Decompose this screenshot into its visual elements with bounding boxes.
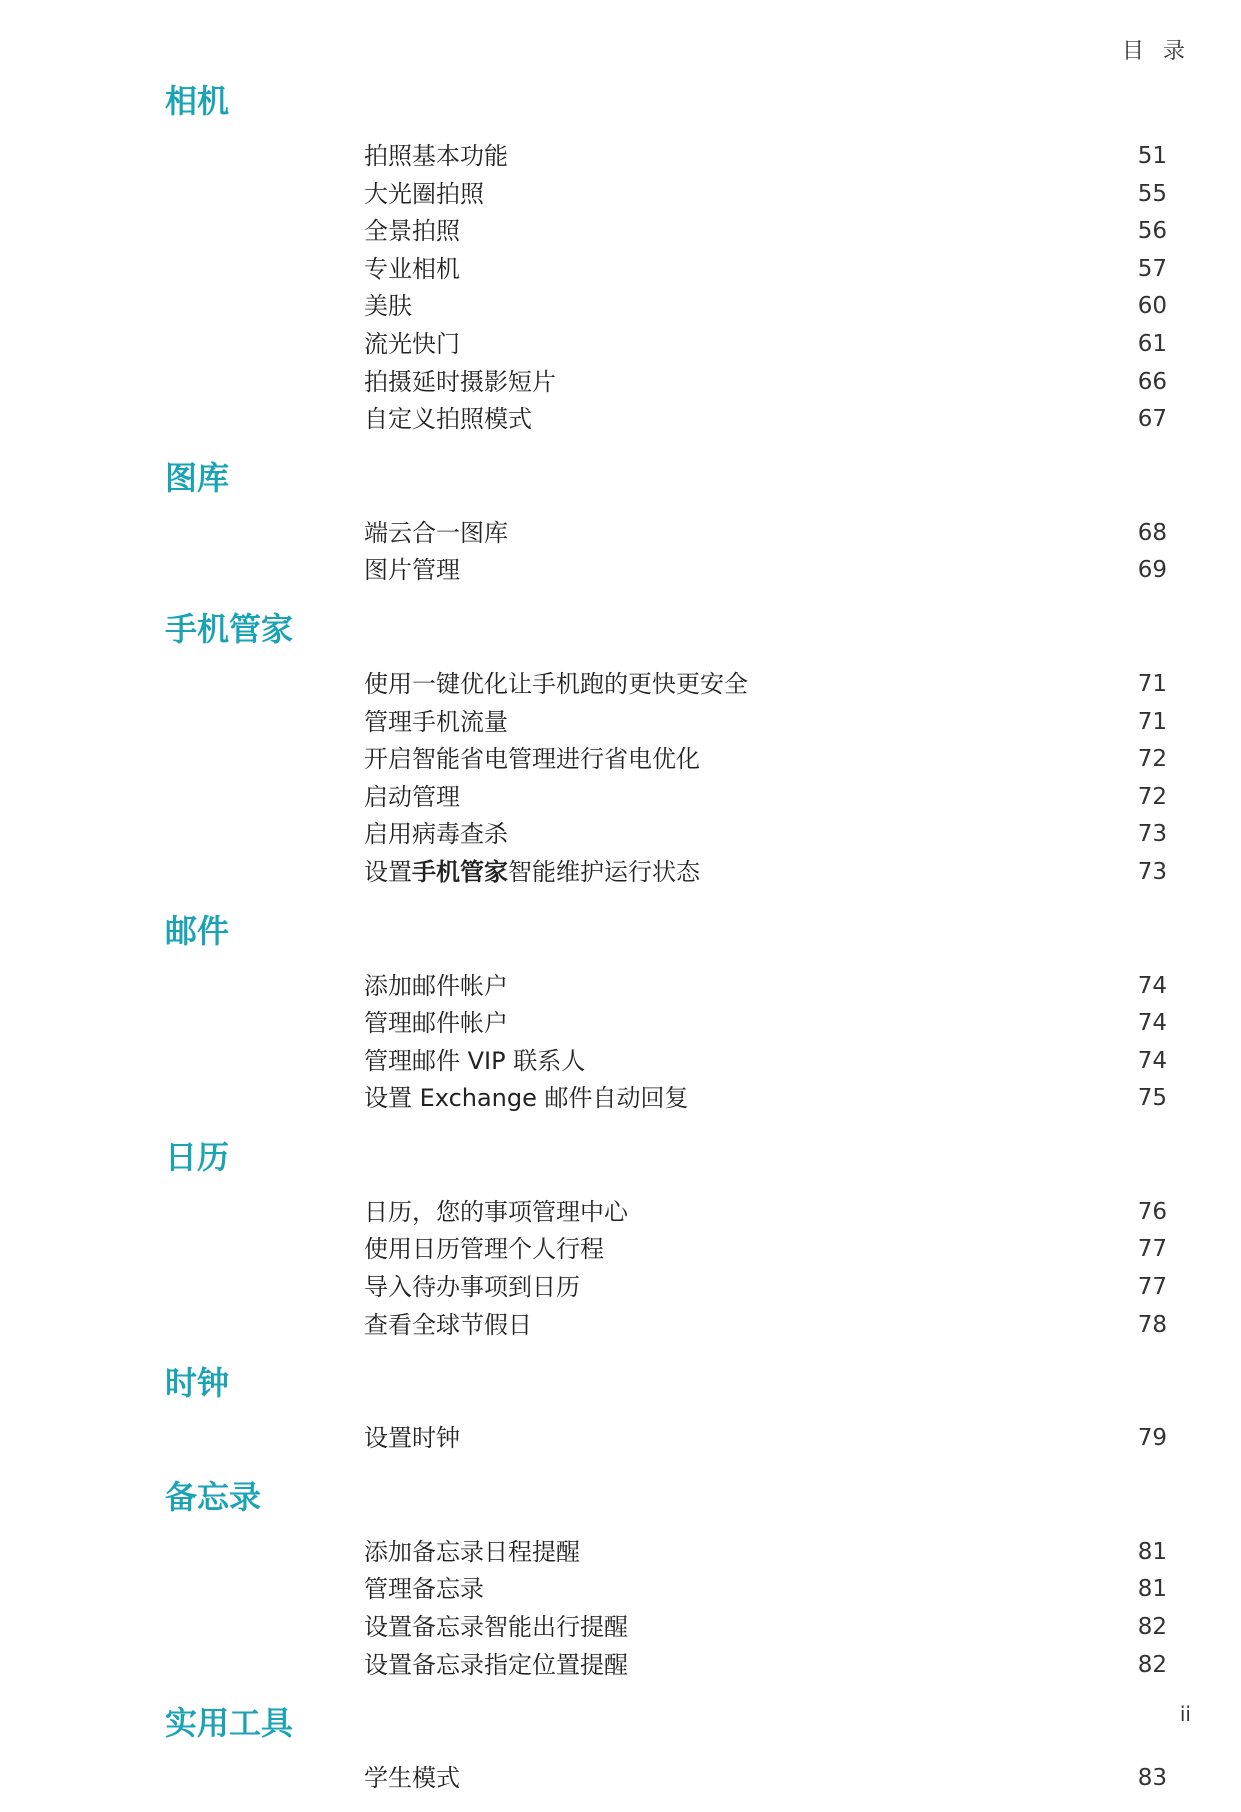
entry-title: 大光圈拍照 xyxy=(364,179,484,208)
entry-title-bold: 手机管家 xyxy=(412,857,508,886)
entry-title xyxy=(364,854,1107,892)
entry-page-number: 51 xyxy=(1137,143,1167,169)
entry-page-number: 73 xyxy=(1137,821,1167,848)
toc-entry[interactable] xyxy=(364,401,1167,439)
entry-page-number: 57 xyxy=(1137,255,1167,282)
entry-title: 导入待办事项到日历 xyxy=(364,1273,580,1302)
toc-entry[interactable] xyxy=(364,1194,1167,1232)
entry-title: 流光快门 xyxy=(364,329,460,358)
entry-page-number: 55 xyxy=(1137,180,1167,207)
entry-title: 美肤 xyxy=(364,292,412,321)
entry-page-number: 73 xyxy=(1137,858,1167,885)
section-title: 备忘录 xyxy=(165,1477,262,1516)
entry-title: 管理备忘录 xyxy=(364,1575,484,1604)
entry-title: 启用病毒查杀 xyxy=(364,820,508,849)
footer-page-number: ii xyxy=(1179,1702,1191,1726)
entry-page-number: 69 xyxy=(1137,557,1167,584)
entry-page-number: 72 xyxy=(1137,746,1167,773)
toc-entry[interactable] xyxy=(364,1571,1167,1609)
entry-page-number: 67 xyxy=(1137,406,1167,433)
entry-page-number: 77 xyxy=(1137,1274,1167,1301)
toc-entry[interactable] xyxy=(364,854,1167,892)
entry-title: 端云合一图库 xyxy=(364,518,508,547)
entry-page-number: 82 xyxy=(1137,1651,1167,1678)
entry-page-number: 76 xyxy=(1137,1198,1167,1225)
toc-entry[interactable] xyxy=(364,704,1167,742)
entry-title: 管理邮件帐户 xyxy=(364,1009,508,1038)
entry-title: 专业相机 xyxy=(364,254,460,283)
entry-page-number: 74 xyxy=(1137,972,1167,999)
entry-title: 学生模式 xyxy=(364,1764,460,1793)
table-of-contents xyxy=(0,76,1241,1812)
entry-title: 拍照基本功能 xyxy=(364,142,508,170)
entry-title: 拍摄延时摄影短片 xyxy=(364,367,556,396)
toc-entry[interactable] xyxy=(364,1534,1167,1572)
toc-entry[interactable] xyxy=(364,779,1167,817)
section-title: 邮件 xyxy=(165,911,230,950)
toc-entry[interactable] xyxy=(364,138,1167,176)
entry-page-number: 61 xyxy=(1137,330,1167,357)
toc-entry[interactable] xyxy=(364,1647,1167,1685)
section-title: 相机 xyxy=(165,82,230,120)
section-title: 图库 xyxy=(165,458,230,497)
entry-page-number: 74 xyxy=(1137,1010,1167,1037)
section-title: 时钟 xyxy=(165,1364,230,1403)
toc-entry[interactable] xyxy=(364,1307,1167,1345)
toc-entry[interactable] xyxy=(364,1080,1167,1118)
entry-title: 管理邮件 VIP 联系人 xyxy=(364,1046,586,1075)
toc-entry[interactable] xyxy=(364,1269,1167,1307)
entry-page-number: 78 xyxy=(1137,1311,1167,1338)
entry-page-number: 56 xyxy=(1137,218,1167,245)
entry-page-number: 83 xyxy=(1137,1765,1167,1792)
entry-page-number: 71 xyxy=(1137,670,1167,697)
entry-title: 使用一键优化让手机跑的更快更安全 xyxy=(364,669,748,698)
entry-title-suffix: 智能维护运行状态 xyxy=(508,857,700,886)
toc-entry[interactable] xyxy=(364,1760,1167,1798)
entry-page-number: 77 xyxy=(1137,1236,1167,1263)
toc-section xyxy=(0,906,1241,1118)
toc-section xyxy=(0,1472,1241,1684)
entry-title: 查看全球节假日 xyxy=(364,1310,532,1339)
entry-title: 启动管理 xyxy=(364,782,460,811)
toc-section xyxy=(0,604,1241,892)
toc-entry[interactable] xyxy=(364,1609,1167,1647)
entry-title: 添加备忘录日程提醒 xyxy=(364,1537,580,1566)
toc-entry[interactable] xyxy=(364,741,1167,779)
toc-section xyxy=(0,453,1241,590)
toc-entry[interactable] xyxy=(364,515,1167,553)
toc-section xyxy=(0,1358,1241,1458)
entry-title: 自定义拍照模式 xyxy=(364,405,532,434)
toc-entry[interactable] xyxy=(364,288,1167,326)
toc-section xyxy=(0,1132,1241,1344)
entry-page-number: 68 xyxy=(1137,519,1167,546)
entry-title: 设置备忘录指定位置提醒 xyxy=(364,1650,628,1679)
entry-page-number: 60 xyxy=(1137,293,1167,320)
toc-entry[interactable] xyxy=(364,552,1167,590)
toc-entry[interactable] xyxy=(364,251,1167,289)
page-header-label: 目 录 xyxy=(1122,39,1191,64)
entry-page-number: 74 xyxy=(1137,1047,1167,1074)
entry-title: 设置 Exchange 邮件自动回复 xyxy=(364,1084,689,1113)
section-title: 手机管家 xyxy=(165,609,294,648)
entry-title: 管理手机流量 xyxy=(364,707,508,736)
entry-page-number: 72 xyxy=(1137,783,1167,810)
entry-page-number: 79 xyxy=(1137,1425,1167,1452)
entry-title: 使用日历管理个人行程 xyxy=(364,1235,604,1264)
toc-entry[interactable] xyxy=(364,666,1167,704)
toc-entry[interactable] xyxy=(364,326,1167,364)
entry-page-number: 71 xyxy=(1137,708,1167,735)
entry-page-number: 66 xyxy=(1137,368,1167,395)
entry-title: 日历，您的事项管理中心 xyxy=(364,1197,628,1226)
entry-title: 全景拍照 xyxy=(364,217,460,246)
section-title: 实用工具 xyxy=(165,1704,294,1743)
toc-entry[interactable] xyxy=(364,213,1167,251)
entry-title-prefix: 设置 xyxy=(364,857,412,886)
entry-title: 开启智能省电管理进行省电优化 xyxy=(364,745,700,774)
entry-page-number: 81 xyxy=(1137,1576,1167,1603)
toc-entry[interactable] xyxy=(364,1043,1167,1081)
toc-entry[interactable] xyxy=(364,968,1167,1006)
toc-entry[interactable] xyxy=(364,364,1167,402)
entry-page-number: 81 xyxy=(1137,1538,1167,1565)
entry-title: 添加邮件帐户 xyxy=(364,971,508,1000)
toc-section xyxy=(0,1698,1241,1798)
toc-entry[interactable] xyxy=(364,1231,1167,1269)
toc-entry[interactable] xyxy=(364,1005,1167,1043)
toc-entry[interactable] xyxy=(364,816,1167,854)
entry-page-number: 82 xyxy=(1137,1614,1167,1641)
entry-title: 图片管理 xyxy=(364,556,460,585)
toc-entry[interactable] xyxy=(364,1420,1167,1458)
entry-title: 设置备忘录智能出行提醒 xyxy=(364,1613,628,1642)
entry-title: 设置时钟 xyxy=(364,1424,460,1453)
toc-section xyxy=(0,76,1241,439)
toc-entry[interactable] xyxy=(364,176,1167,214)
entry-page-number: 75 xyxy=(1137,1085,1167,1112)
section-title: 日历 xyxy=(165,1137,230,1176)
